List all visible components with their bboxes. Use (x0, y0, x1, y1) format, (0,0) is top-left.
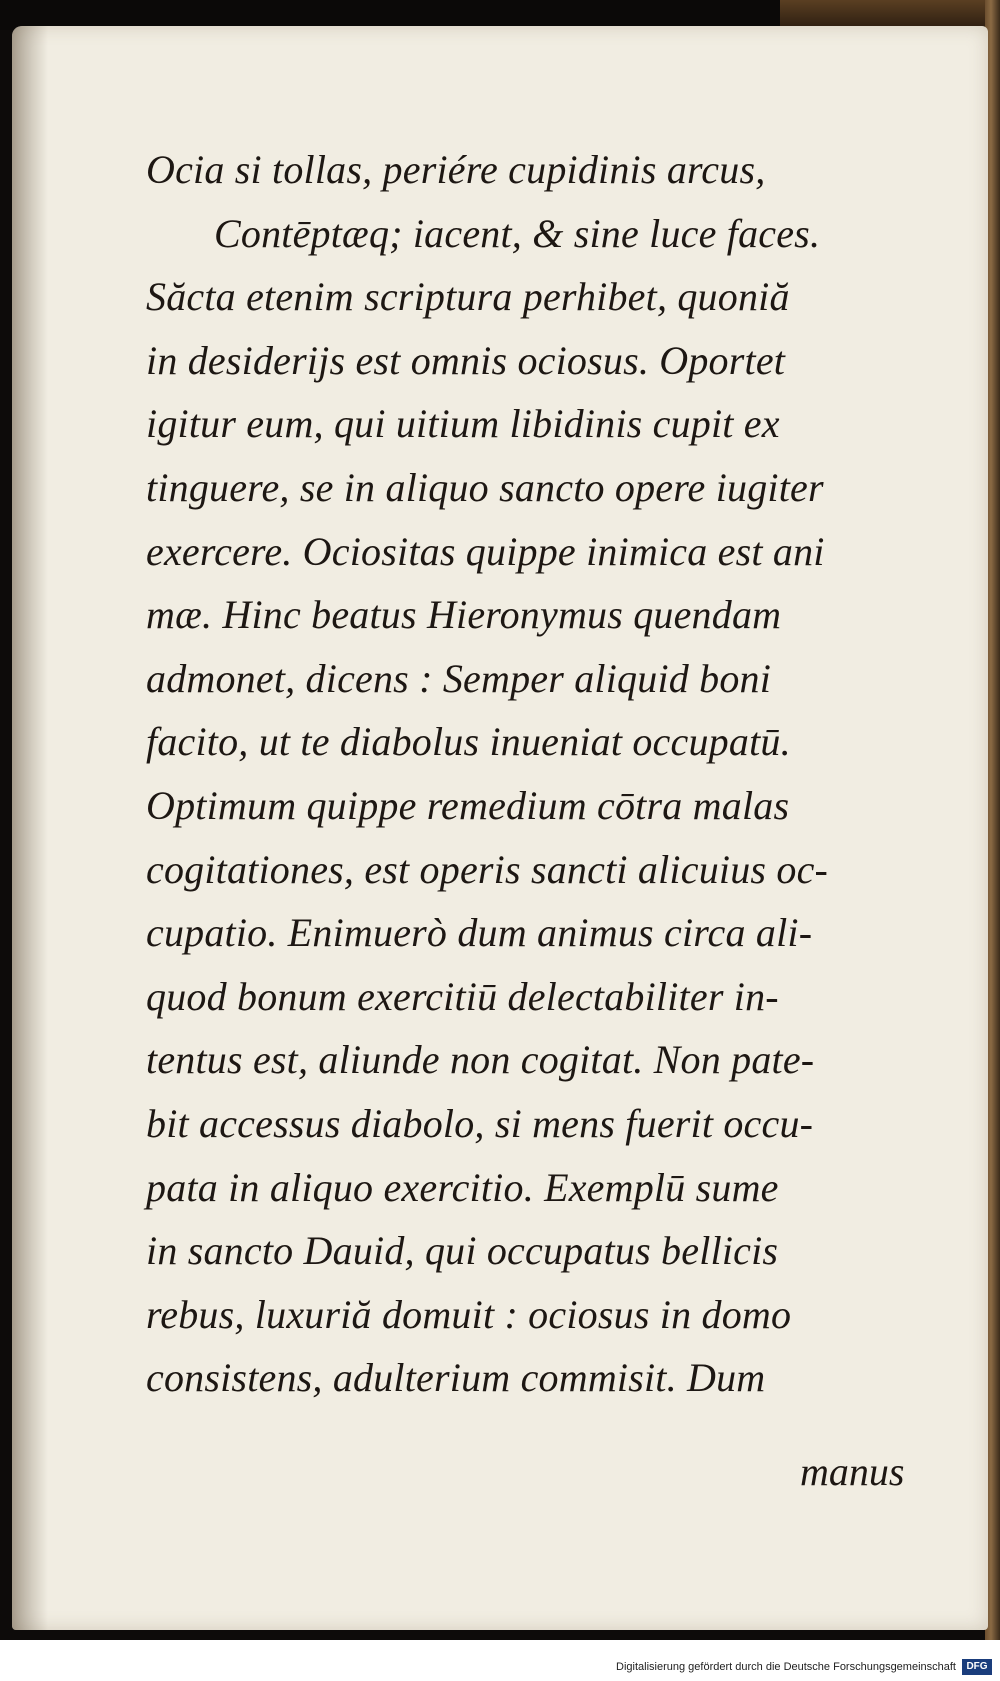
text-line: quod bonum exercitiū delectabiliter in- (146, 973, 779, 1019)
text-line: Contēptæq; iacent, & sine luce faces. (214, 210, 821, 256)
text-line: in sancto Dauid, qui occupatus bellicis (146, 1228, 779, 1274)
page-gutter-shadow (12, 26, 48, 1630)
text-line: exercere. Ociositas quippe inimica est ani (146, 528, 825, 574)
text-line: cogitationes, est operis sancti alicuius oc- (146, 846, 829, 892)
text-line: cupatio. Enimuerò dum animus circa ali- (146, 910, 813, 956)
text-line: Optimum quippe remedium cōtra malas (146, 782, 790, 828)
text-line: Săcta etenim scriptura perhibet, quoniă (146, 274, 790, 320)
page-text (146, 138, 936, 1410)
text-line: admonet, dicens : Semper aliquid boni (146, 655, 772, 701)
text-line: rebus, luxuriă domuit : ociosus in domo (146, 1291, 792, 1337)
digitization-credit: Digitalisierung gefördert durch die Deutsche Forschungsgemeinschaft (616, 1661, 956, 1673)
text-line: tentus est, aliunde non cogitat. Non pate- (146, 1037, 815, 1083)
text-line: in desiderijs est omnis ociosus. Oportet (146, 337, 786, 383)
catchword: manus (800, 1449, 905, 1494)
text-line: tinguere, se in aliquo sancto opere iugiter (146, 464, 824, 510)
text-line: igitur eum, qui uitium libidinis cupit ex (146, 401, 780, 447)
text-line: facito, ut te diabolus inueniat occupatū. (146, 719, 791, 765)
dfg-logo: DFG (962, 1659, 992, 1675)
text-line: pata in aliquo exercitio. Exemplū sume (146, 1164, 779, 1210)
text-line: mæ. Hinc beatus Hieronymus quendam (146, 592, 782, 638)
text-line: consistens, adulterium commisit. Dum (146, 1355, 766, 1401)
text-line: Ocia si tollas, periére cupidinis arcus, (146, 147, 766, 192)
text-line: bit accessus diabolo, si mens fuerit occu- (146, 1100, 814, 1146)
